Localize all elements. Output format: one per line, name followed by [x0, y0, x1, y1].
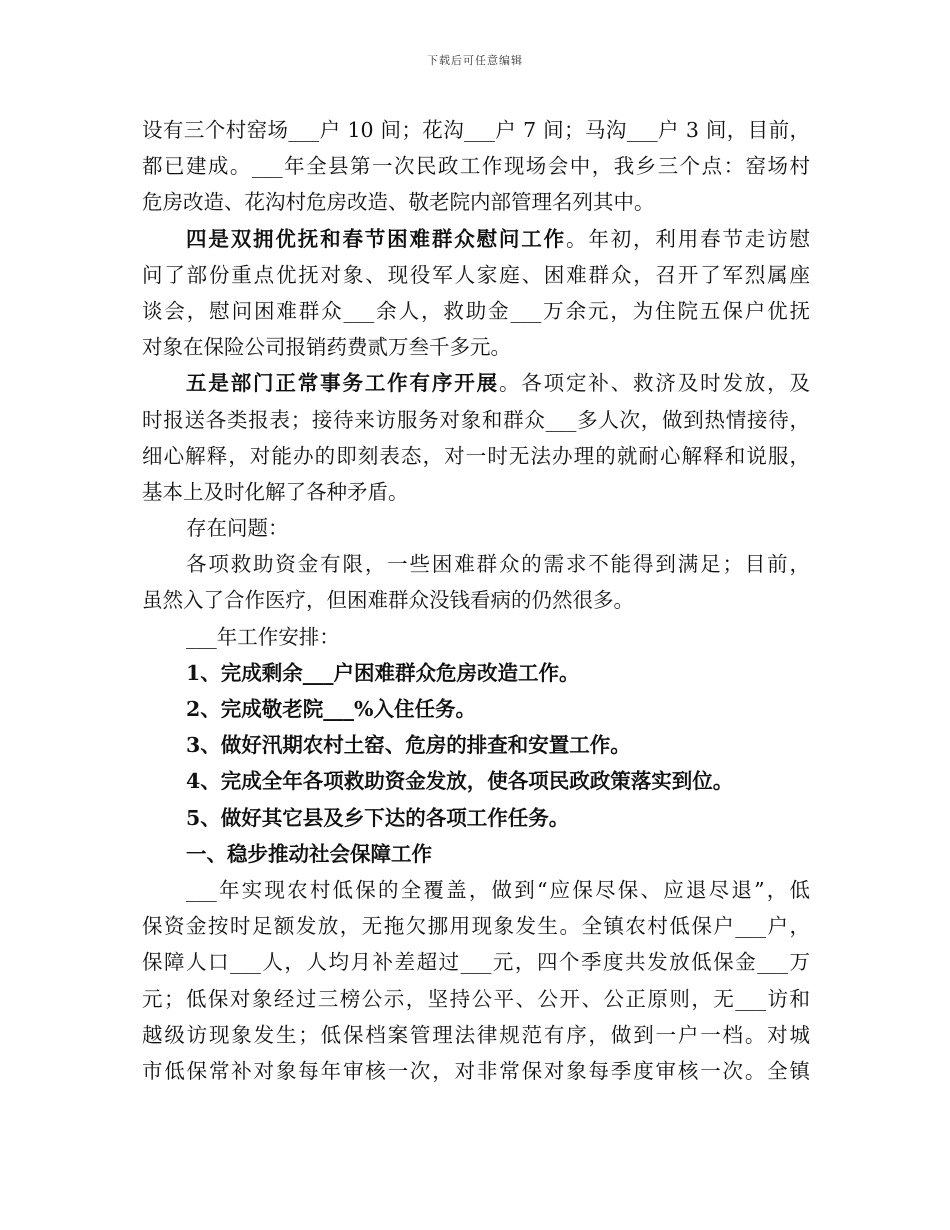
paragraph-line: [142, 1053, 810, 1089]
list-item: [142, 800, 810, 836]
text-run: 危房改造、花沟村危房改造、敬老院内部管理名列其中。: [142, 190, 655, 215]
section-heading: [142, 836, 810, 872]
paragraph-line: [142, 474, 810, 510]
paragraph-line: [142, 257, 810, 293]
paragraph-line: [142, 184, 810, 220]
bold-text-run: 五是部门正常事务工作有序开展: [186, 371, 499, 396]
paragraph-line: [142, 1017, 810, 1053]
text-run: 元；低保对象经过三榜公示，坚持公平、公开、公正原则，无___访和: [142, 986, 810, 1011]
text-run: ___年工作安排：: [186, 624, 340, 649]
paragraph-line: [142, 510, 810, 546]
paragraph-line: [142, 293, 810, 329]
bold-text-run: 一、稳步推动社会保障工作: [186, 841, 432, 866]
paragraph-line: [142, 112, 810, 148]
text-run: 存在问题：: [186, 516, 289, 541]
paragraph-line: [142, 365, 810, 401]
bold-text-run: 四是双拥优抚和春节困难群众慰问工作: [186, 226, 566, 251]
paragraph-line: [142, 872, 810, 908]
paragraph-line: [142, 908, 810, 944]
text-run: 各项救助资金有限，一些困难群众的需求不能得到满足；目前，: [186, 552, 810, 577]
text-run: 细心解释，对能办的即刻表态，对一时无法办理的就耐心解释和说服，: [142, 443, 810, 468]
text-run: 虽然入了合作医疗，但困难群众没钱看病的仍然很多。: [142, 588, 634, 613]
bold-text-run: 1、完成剩余___户困难群众危房改造工作。: [186, 660, 580, 685]
list-item: [142, 655, 810, 691]
bold-text-run: 4、完成全年各项救助资金发放，使各项民政政策落实到位。: [186, 769, 734, 794]
text-run: 。各项定补、救济及时发放，及: [498, 371, 810, 396]
text-run: 市低保常补对象每年审核一次，对非常保对象每季度审核一次。全镇: [142, 1058, 810, 1083]
text-run: 问了部份重点优抚对象、现役军人家庭、困难群众，召开了军烈属座: [142, 262, 810, 287]
paragraph-line: [142, 981, 810, 1017]
bold-text-run: 3、做好汛期农村土窑、危房的排查和安置工作。: [186, 733, 631, 758]
list-item: [142, 727, 810, 763]
text-run: 谈会，慰问困难群众___余人，救助金___万余元，为住院五保户优抚: [142, 298, 810, 323]
text-run: 保障人口___人，人均月补差超过___元，四个季度共发放低保金___万: [142, 950, 810, 975]
paragraph-line: [142, 546, 810, 582]
paragraph-line: [142, 438, 810, 474]
text-run: 时报送各类报表；接待来访服务对象和群众___多人次，做到热情接待，: [142, 407, 810, 432]
paragraph-line: [142, 944, 810, 980]
text-run: 越级访现象发生；低保档案管理法律规范有序，做到一户一档。对城: [142, 1022, 810, 1047]
text-run: 保资金按时足额发放，无拖欠挪用现象发生。全镇农村低保户___户，: [142, 914, 810, 939]
text-run: ___年实现农村低保的全覆盖，做到“应保尽保、应退尽退”，低: [186, 877, 810, 902]
paragraph-line: [142, 221, 810, 257]
text-run: 基本上及时化解了各种矛盾。: [142, 479, 409, 504]
paragraph-line: [142, 619, 810, 655]
bold-text-run: 5、做好其它县及乡下达的各项工作任务。: [186, 805, 570, 830]
text-run: 对象在保险公司报销药费贰万叁千多元。: [142, 335, 511, 360]
list-item: [142, 691, 810, 727]
paragraph-line: [142, 148, 810, 184]
text-run: 。年初，利用春节走访慰: [565, 226, 810, 251]
page-header: 下载后可任意编辑: [427, 54, 523, 67]
paragraph-line: [142, 402, 810, 438]
paragraph-line: [142, 582, 810, 618]
list-item: [142, 763, 810, 799]
paragraph-line: [142, 329, 810, 365]
document-body: [142, 112, 810, 1089]
text-run: 都已建成。___年全县第一次民政工作现场会中，我乡三个点：窑场村: [142, 154, 810, 179]
bold-text-run: 2、完成敬老院___%入住任务。: [186, 697, 476, 721]
text-run: 设有三个村窑场___户 10 间；花沟___户 7 间；马沟___户 3 间，目前，: [142, 118, 810, 142]
